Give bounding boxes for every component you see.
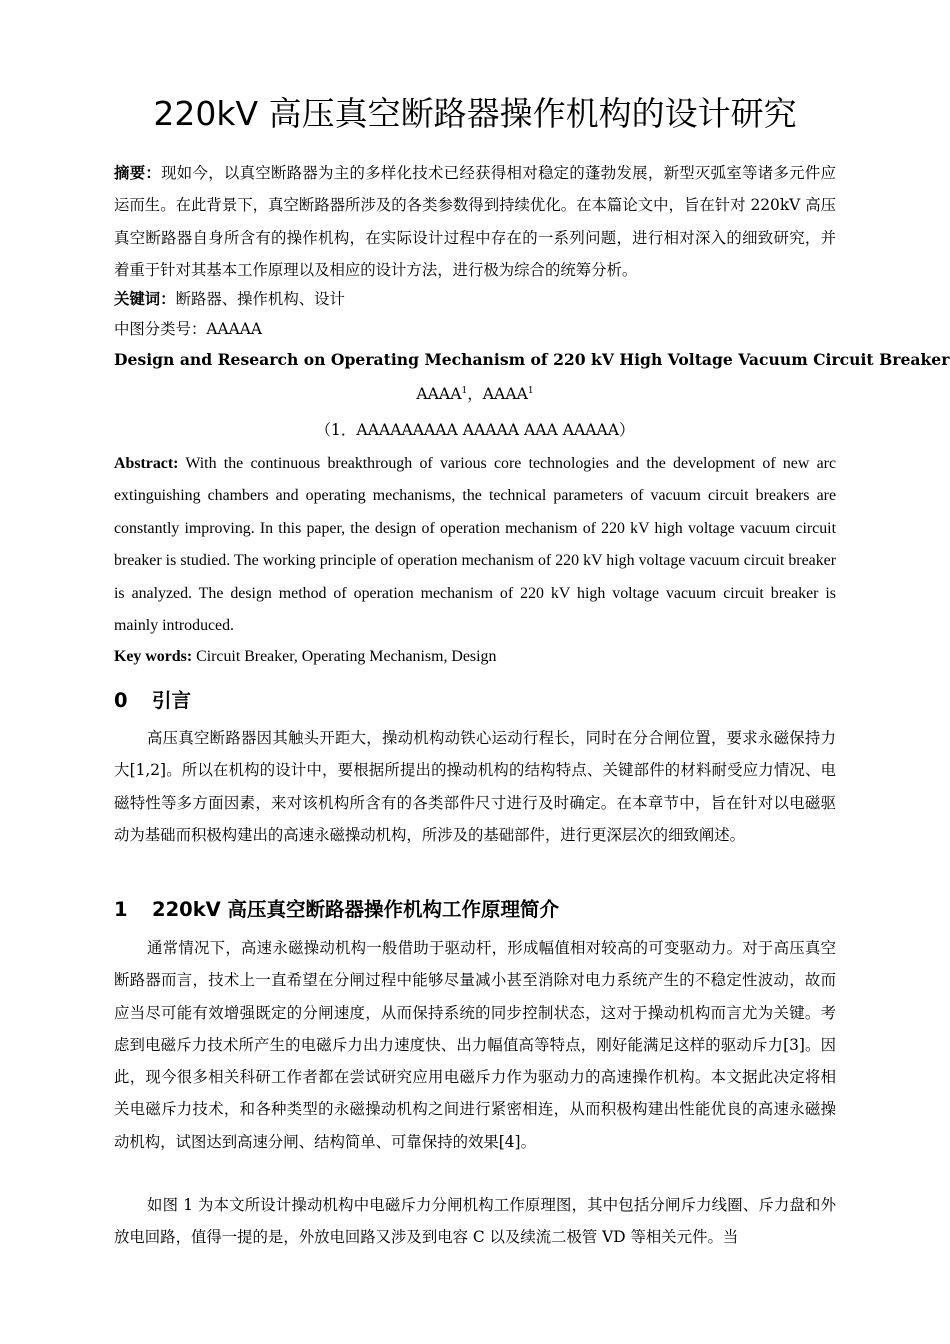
section-1-paragraph-2: 如图 1 为本文所设计操动机构中电磁斥力分闸机构工作原理图，其中包括分闸斥力线圈、斥力盘和外放电回路，值得一提的是，外放电回路又涉及到电容 C 以及续流二极管 VD 等相关元件。当 bbox=[114, 1196, 836, 1247]
abstract-en-text: With the continuous breakthrough of various core technologies and the development of new arc extinguishing chambers and operating mechanisms, the technical parameters of vacuum circuit breakers are constantly improving. In this paper, the design of operation mechanism of 220 kV high voltage vacuum circuit breaker is studied. The working principle of operation mechanism of 220 kV high voltage vacuum circuit breaker is analyzed. The design method of operation mechanism of 220 kV high voltage vacuum circuit breaker is mainly introduced. bbox=[114, 455, 836, 635]
section-0-number: 0 bbox=[114, 689, 128, 712]
keywords-cn bbox=[114, 284, 836, 314]
abstract-cn-label: 摘要： bbox=[114, 164, 162, 182]
abstract-cn bbox=[114, 157, 836, 286]
section-1-heading bbox=[114, 895, 836, 925]
keywords-cn-text: 断路器、操作机构、设计 bbox=[175, 290, 345, 308]
keywords-en-label: Key words: bbox=[114, 648, 193, 665]
author-1: AAAA bbox=[416, 385, 462, 403]
section-1-number: 1 bbox=[114, 898, 128, 921]
keywords-en-text: Circuit Breaker, Operating Mechanism, Design bbox=[192, 648, 497, 665]
author-2-affiliation-mark: 1 bbox=[527, 385, 534, 396]
classification-label: 中图分类号： bbox=[114, 320, 207, 338]
section-1-title: 220kV 高压真空断路器操作机构工作原理简介 bbox=[152, 898, 560, 921]
classification-value: AAAAA bbox=[206, 320, 262, 338]
section-1-paragraph-1: 通常情况下，高速永磁操动机构一般借助于驱动杆，形成幅值相对较高的可变驱动力。对于高压真空断路器而言，技术上一直希望在分闸过程中能够尽量减小甚至消除对电力系统产生的不稳定性波动，故而应当尽可能有效增强既定的分闸速度，从而保持系统的同步控制状态，这对于操动机构而言尤为关键。考虑到电磁斥力技术所产生的电磁斥力出力速度快、出力幅值高等特点，刚好能满足这样的驱动斥力[3]。因此，现今很多相关科研工作者都在尝试研究应用电磁斥力作为驱动力的高速操作机构。本文据此决定将相关电磁斥力技术，和各种类型的永磁操动机构之间进行紧密相连，从而积极构建出性能优良的高速永磁操动机构，试图达到高速分闸、结构简单、可靠保持的效果[4]。 bbox=[114, 939, 836, 1151]
affiliation: （1．AAAAAAAAA AAAAA AAA AAAAA） bbox=[315, 421, 635, 439]
author-1-affiliation-mark: 1 bbox=[461, 385, 468, 396]
authors bbox=[114, 381, 836, 407]
abstract-cn-text: 现如今，以真空断路器为主的多样化技术已经获得相对稳定的蓬勃发展，新型灭弧室等诸多元件应运而生。在此背景下，真空断路器所涉及的各类参数得到持续优化。在本篇论文中，旨在针对 220kV 高压真空断路器自身所含有的操作机构，在实际设计过程中存在的一系列问题，进行相对深入的细致研究，并着重于针对其基本工作原理以及相应的设计方法，进行极为综合的统筹分析。 bbox=[114, 164, 836, 279]
classification-number bbox=[114, 314, 836, 344]
section-0-paragraph: 高压真空断路器因其触头开距大，操动机构动铁心运动行程长，同时在分合闸位置，要求永磁保持力大[1,2]。所以在机构的设计中，要根据所提出的操动机构的结构特点、关键部件的材料耐受应力情况、电磁特性等多方面因素，来对该机构所含有的各类部件尺寸进行及时确定。在本章节中，旨在针对以电磁驱动为基础而积极构建出的高速永磁操动机构，所涉及的基础部件，进行更深层次的细致阐述。 bbox=[114, 729, 836, 844]
section-0-heading bbox=[114, 686, 836, 716]
paper-title: 220kV 高压真空断路器操作机构的设计研究 bbox=[153, 94, 797, 133]
english-title: Design and Research on Operating Mechanism of 220 kV High Voltage Vacuum Circuit Breaker bbox=[114, 350, 950, 369]
keywords-en bbox=[114, 641, 836, 673]
abstract-en bbox=[114, 448, 836, 642]
keywords-cn-label: 关键词： bbox=[114, 290, 176, 308]
author-separator: ， bbox=[467, 385, 483, 403]
section-0-title: 引言 bbox=[152, 689, 192, 712]
author-2: AAAA bbox=[482, 385, 528, 403]
abstract-en-label: Abstract: bbox=[114, 455, 179, 472]
